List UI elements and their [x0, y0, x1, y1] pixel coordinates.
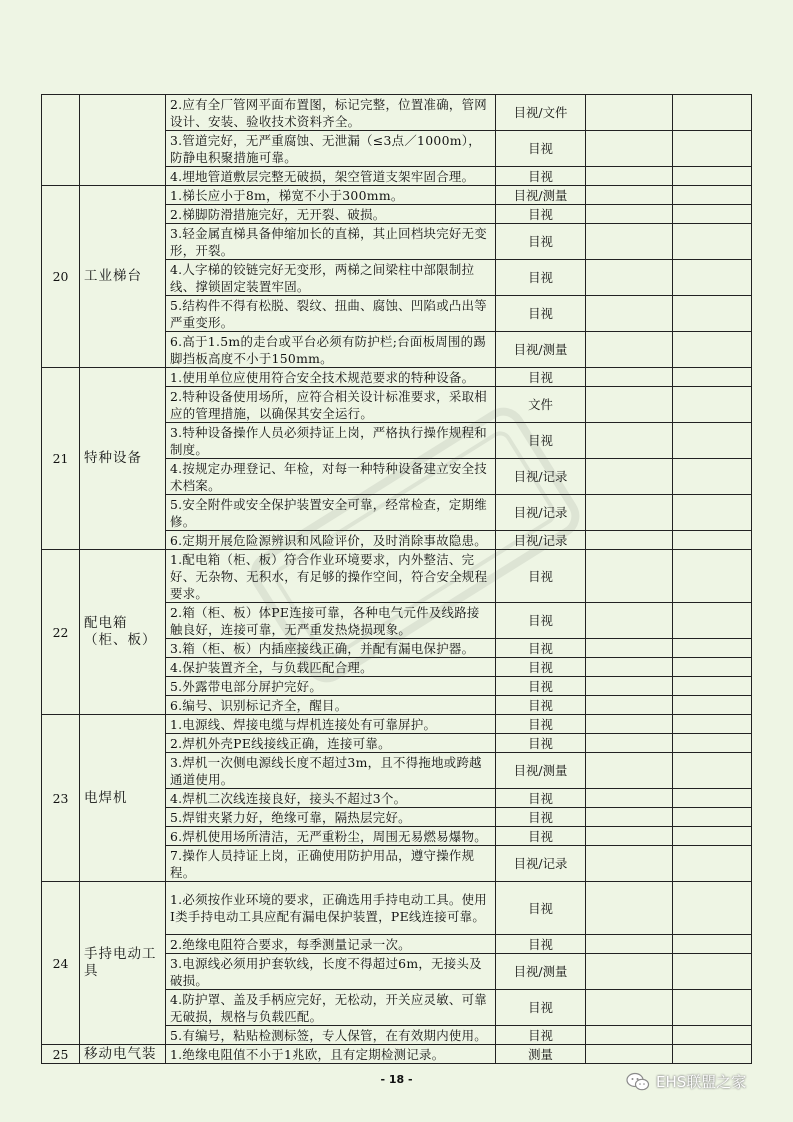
method-cell: 目视 [496, 677, 586, 696]
standard-cell: 3.轻金属直梯具备伸缩加长的直梯，其止回档块完好无变形，开裂。 [166, 224, 496, 260]
result-cell [586, 332, 673, 368]
method-cell: 目视 [496, 639, 586, 658]
standard-cell: 4.保护装置齐全，与负载匹配合理。 [166, 658, 496, 677]
standard-cell: 2.焊机外壳PE线接线正确，连接可靠。 [166, 734, 496, 753]
method-cell: 目视 [496, 296, 586, 332]
table-row [42, 1045, 752, 1064]
remark-cell [673, 639, 752, 658]
item-name-cell: 手持电动工具 [80, 882, 166, 1045]
standard-cell: 1.电源线、焊接电缆与焊机连接处有可靠屏护。 [166, 715, 496, 734]
method-cell: 目视/文件 [496, 95, 586, 131]
standard-cell: 2.梯脚防滑措施完好，无开裂、破损。 [166, 205, 496, 224]
remark-cell [673, 550, 752, 603]
method-cell: 目视 [496, 550, 586, 603]
standard-cell: 1.绝缘电阻值不小于1兆欧，且有定期检测记录。 [166, 1045, 496, 1064]
item-number-cell: 20 [42, 186, 80, 368]
method-cell: 目视 [496, 131, 586, 167]
wechat-icon [626, 1072, 650, 1092]
standard-cell: 1.配电箱（柜、板）符合作业环境要求，内外整洁、完好、无杂物、无积水，有足够的操作空间，符合安全规程要求。 [166, 550, 496, 603]
method-cell: 目视 [496, 167, 586, 186]
result-cell [586, 954, 673, 990]
table-row [42, 715, 752, 734]
standard-cell: 4.埋地管道敷层完整无破损，架空管道支架牢固合理。 [166, 167, 496, 186]
remark-cell [673, 167, 752, 186]
remark-cell [673, 827, 752, 846]
method-cell: 目视 [496, 789, 586, 808]
table-row [42, 95, 752, 131]
remark-cell [673, 846, 752, 882]
result-cell [586, 95, 673, 131]
remark-cell [673, 603, 752, 639]
remark-cell [673, 95, 752, 131]
result-cell [586, 368, 673, 387]
result-cell [586, 186, 673, 205]
method-cell: 文件 [496, 387, 586, 423]
remark-cell [673, 224, 752, 260]
method-cell: 目视/测量 [496, 954, 586, 990]
result-cell [586, 658, 673, 677]
standard-cell: 4.防护罩、盖及手柄应完好，无松动，开关应灵敏、可靠无破损，规格与负载匹配。 [166, 990, 496, 1026]
method-cell: 目视 [496, 935, 586, 954]
remark-cell [673, 696, 752, 715]
standard-cell: 3.管道完好，无严重腐蚀、无泄漏（≤3点／1000m），防静电积聚措施可靠。 [166, 131, 496, 167]
result-cell [586, 459, 673, 495]
remark-cell [673, 368, 752, 387]
standard-cell: 7.操作人员持证上岗，正确使用防护用品，遵守操作规程。 [166, 846, 496, 882]
standard-cell: 4.按规定办理登记、年检，对每一种特种设备建立安全技术档案。 [166, 459, 496, 495]
result-cell [586, 224, 673, 260]
item-number-cell: 25 [42, 1045, 80, 1064]
remark-cell [673, 332, 752, 368]
remark-cell [673, 387, 752, 423]
item-number-cell: 24 [42, 882, 80, 1045]
method-cell: 目视 [496, 224, 586, 260]
result-cell [586, 131, 673, 167]
result-cell [586, 882, 673, 935]
result-cell [586, 935, 673, 954]
remark-cell [673, 1045, 752, 1064]
method-cell: 目视 [496, 808, 586, 827]
remark-cell [673, 495, 752, 531]
result-cell [586, 167, 673, 186]
result-cell [586, 639, 673, 658]
item-name-cell: 特种设备 [80, 368, 166, 550]
method-cell: 目视 [496, 205, 586, 224]
remark-cell [673, 935, 752, 954]
standard-cell: 4.焊机二次线连接良好，接头不超过3个。 [166, 789, 496, 808]
standard-cell: 5.有编号，粘贴检测标签，专人保管，在有效期内使用。 [166, 1026, 496, 1045]
method-cell: 目视/测量 [496, 753, 586, 789]
standard-cell: 5.外露带电部分屏护完好。 [166, 677, 496, 696]
standard-cell: 2.箱（柜、板）体PE连接可靠，各种电气元件及线路接触良好，连接可靠，无严重发热烧损现象。 [166, 603, 496, 639]
remark-cell [673, 531, 752, 550]
remark-cell [673, 954, 752, 990]
result-cell [586, 808, 673, 827]
remark-cell [673, 753, 752, 789]
standard-cell: 1.使用单位应使用符合安全技术规范要求的特种设备。 [166, 368, 496, 387]
result-cell [586, 990, 673, 1026]
remark-cell [673, 789, 752, 808]
standard-cell: 4.人字梯的铰链完好无变形，两梯之间梁柱中部限制拉线、撑锁固定装置牢固。 [166, 260, 496, 296]
table-body [42, 95, 752, 1064]
method-cell: 目视 [496, 882, 586, 935]
standard-cell: 3.焊机一次侧电源线长度不超过3m，且不得拖地或跨越通道使用。 [166, 753, 496, 789]
standard-cell: 6.焊机使用场所清洁，无严重粉尘，周围无易燃易爆物。 [166, 827, 496, 846]
result-cell [586, 495, 673, 531]
remark-cell [673, 296, 752, 332]
remark-cell [673, 882, 752, 935]
remark-cell [673, 715, 752, 734]
result-cell [586, 1045, 673, 1064]
standard-cell: 5.安全附件或安全保护装置安全可靠，经常检查，定期维修。 [166, 495, 496, 531]
method-cell: 目视 [496, 990, 586, 1026]
result-cell [586, 603, 673, 639]
remark-cell [673, 734, 752, 753]
standard-cell: 1.梯长应小于8m，梯宽不小于300mm。 [166, 186, 496, 205]
remark-cell [673, 658, 752, 677]
method-cell: 目视/测量 [496, 332, 586, 368]
standard-cell: 2.特种设备使用场所，应符合相关设计标准要求，采取相应的管理措施，以确保其安全运行。 [166, 387, 496, 423]
result-cell [586, 387, 673, 423]
method-cell: 目视/记录 [496, 459, 586, 495]
remark-cell [673, 260, 752, 296]
item-number-cell: 23 [42, 715, 80, 882]
result-cell [586, 734, 673, 753]
brand-name: EHS联盟之家 [656, 1073, 747, 1091]
remark-cell [673, 1026, 752, 1045]
method-cell: 目视 [496, 658, 586, 677]
standard-cell: 6.编号、识别标记齐全，醒目。 [166, 696, 496, 715]
method-cell: 目视 [496, 260, 586, 296]
page-number: - 18 - [380, 1073, 413, 1086]
result-cell [586, 260, 673, 296]
table-row [42, 368, 752, 387]
standard-cell: 3.箱（柜、板）内插座接线正确，并配有漏电保护器。 [166, 639, 496, 658]
result-cell [586, 753, 673, 789]
result-cell [586, 789, 673, 808]
method-cell: 目视/记录 [496, 531, 586, 550]
standard-cell: 5.结构件不得有松脱、裂纹、扭曲、腐蚀、凹陷或凸出等严重变形。 [166, 296, 496, 332]
result-cell [586, 205, 673, 224]
item-name-cell: 配电箱（柜、板） [80, 550, 166, 715]
standard-cell: 5.焊钳夹紧力好，绝缘可靠，隔热层完好。 [166, 808, 496, 827]
remark-cell [673, 459, 752, 495]
standard-cell: 2.绝缘电阻符合要求，每季测量记录一次。 [166, 935, 496, 954]
standard-cell: 3.特种设备操作人员必须持证上岗，严格执行操作规程和制度。 [166, 423, 496, 459]
result-cell [586, 677, 673, 696]
method-cell: 测量 [496, 1045, 586, 1064]
result-cell [586, 296, 673, 332]
standard-cell: 6.定期开展危险源辨识和风险评价，及时消除事故隐患。 [166, 531, 496, 550]
standard-cell: 1.必须按作业环境的要求，正确选用手持电动工具。使用Ⅰ类手持电动工具应配有漏电保护装置，PE线连接可靠。 [166, 882, 496, 935]
item-name-cell: 工业梯台 [80, 186, 166, 368]
result-cell [586, 696, 673, 715]
result-cell [586, 423, 673, 459]
remark-cell [673, 677, 752, 696]
table-row [42, 550, 752, 603]
table-row [42, 882, 752, 935]
remark-cell [673, 808, 752, 827]
item-number-cell: 21 [42, 368, 80, 550]
method-cell: 目视 [496, 368, 586, 387]
method-cell: 目视/记录 [496, 846, 586, 882]
item-name-cell [80, 95, 166, 186]
result-cell [586, 715, 673, 734]
method-cell: 目视 [496, 603, 586, 639]
remark-cell [673, 423, 752, 459]
remark-cell [673, 186, 752, 205]
result-cell [586, 531, 673, 550]
method-cell: 目视 [496, 1026, 586, 1045]
standard-cell: 3.电源线必须用护套软线，长度不得超过6m，无接头及破损。 [166, 954, 496, 990]
item-number-cell: 22 [42, 550, 80, 715]
result-cell [586, 1026, 673, 1045]
remark-cell [673, 990, 752, 1026]
inspection-table [41, 94, 752, 1064]
remark-cell [673, 205, 752, 224]
brand-watermark [626, 1071, 746, 1092]
remark-cell [673, 131, 752, 167]
method-cell: 目视 [496, 696, 586, 715]
method-cell: 目视 [496, 827, 586, 846]
standard-cell: 2.应有全厂管网平面布置图，标记完整，位置准确，管网设计、安装、验收技术资料齐全。 [166, 95, 496, 131]
result-cell [586, 550, 673, 603]
standard-cell: 6.高于1.5m的走台或平台必须有防护栏;台面板周围的踢脚挡板高度不小于150mm。 [166, 332, 496, 368]
method-cell: 目视 [496, 423, 586, 459]
item-number-cell [42, 95, 80, 186]
result-cell [586, 827, 673, 846]
method-cell: 目视/记录 [496, 495, 586, 531]
item-name-cell: 移动电气装 [80, 1045, 166, 1064]
table-row [42, 186, 752, 205]
method-cell: 目视 [496, 715, 586, 734]
result-cell [586, 846, 673, 882]
method-cell: 目视 [496, 734, 586, 753]
item-name-cell: 电焊机 [80, 715, 166, 882]
method-cell: 目视/测量 [496, 186, 586, 205]
